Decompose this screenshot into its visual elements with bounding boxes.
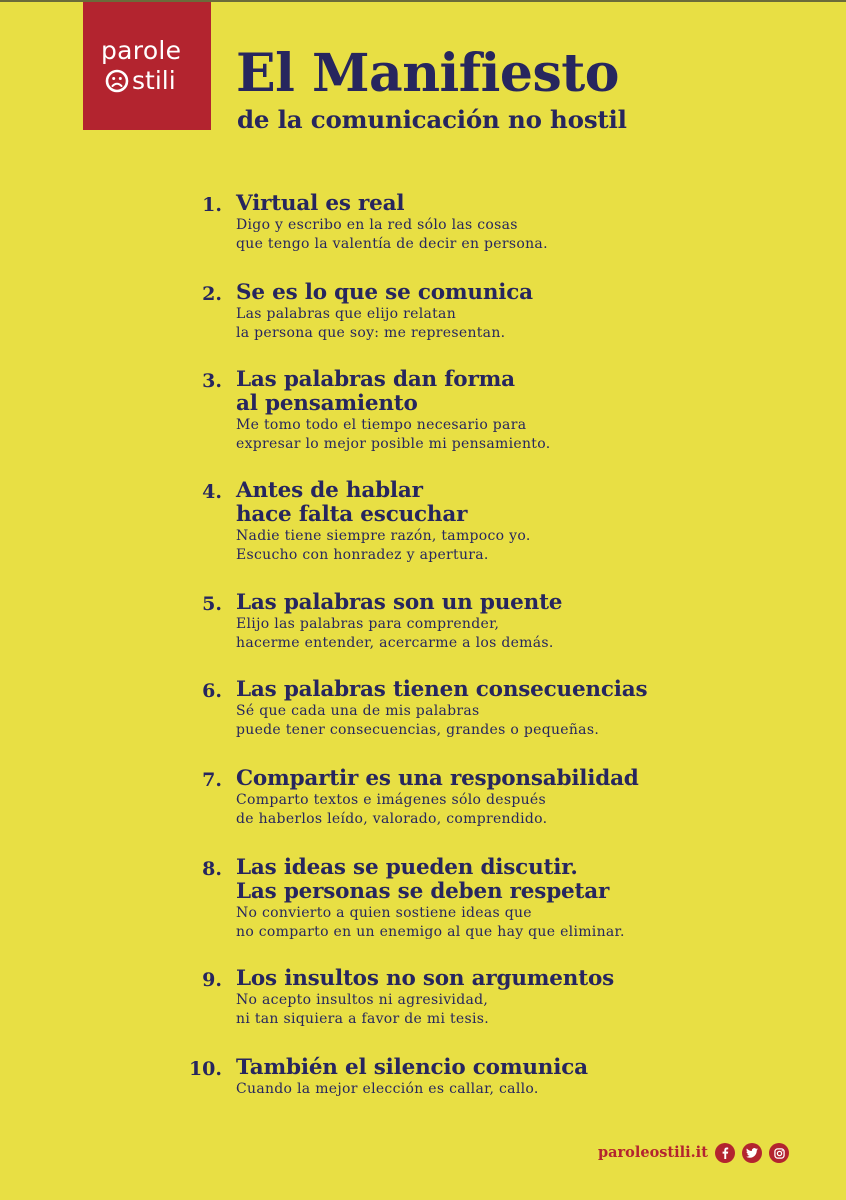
item-heading: Las palabras dan forma — [236, 367, 515, 392]
item-heading: Las palabras son un puente — [236, 590, 563, 615]
item-body — [236, 1056, 796, 1099]
item-text: puede tener consecuencias, grandes o pequeñas. — [236, 722, 600, 738]
item-number: 2. — [202, 283, 222, 305]
item-heading: Antes de hablar — [236, 478, 423, 503]
item-number: 1. — [202, 194, 222, 216]
instagram-icon[interactable] — [769, 1143, 789, 1163]
item-text: Cuando la mejor elección es callar, callo. — [236, 1081, 539, 1097]
logo-text-parole: parole — [101, 36, 182, 65]
item-text: la persona que soy: me representan. — [236, 325, 506, 341]
item-text: que tengo la valentía de decir en persona. — [236, 236, 548, 252]
item-heading: hace falta escuchar — [236, 502, 468, 527]
item-heading: También el silencio comunica — [236, 1055, 588, 1080]
item-heading: Los insultos no son argumentos — [236, 966, 614, 991]
item-heading: Las personas se deben respetar — [236, 879, 610, 904]
item-body — [236, 368, 796, 454]
page-title: El Manifiesto — [236, 43, 619, 104]
item-text: expresar lo mejor posible mi pensamiento. — [236, 436, 551, 452]
item-number: 8. — [202, 858, 222, 880]
item-text: hacerme entender, acercarme a los demás. — [236, 635, 554, 651]
page-subtitle: de la comunicación no hostil — [237, 105, 627, 134]
item-text: Digo y escribo en la red sólo las cosas — [236, 217, 518, 233]
item-body — [236, 767, 796, 829]
item-heading: Virtual es real — [236, 191, 405, 216]
item-text: Comparto textos e imágenes sólo después — [236, 792, 546, 808]
item-number: 4. — [202, 481, 222, 503]
logo-text-stili-row — [105, 68, 176, 94]
item-heading: Se es lo que se comunica — [236, 280, 533, 305]
twitter-icon[interactable] — [742, 1143, 762, 1163]
item-text: ni tan siquiera a favor de mi tesis. — [236, 1011, 489, 1027]
item-text: Elijo las palabras para comprender, — [236, 616, 500, 632]
item-text: no comparto en un enemigo al que hay que eliminar. — [236, 924, 625, 940]
logo — [83, 2, 211, 130]
item-number: 10. — [188, 1058, 222, 1080]
item-number: 6. — [202, 680, 222, 702]
item-number: 3. — [202, 370, 222, 392]
item-body — [236, 967, 796, 1029]
item-body — [236, 479, 796, 565]
item-text: Me tomo todo el tiempo necesario para — [236, 417, 527, 433]
item-text: de haberlos leído, valorado, comprendido. — [236, 811, 548, 827]
item-heading: al pensamiento — [236, 391, 418, 416]
sad-face-icon — [105, 69, 129, 93]
item-text: Las palabras que elijo relatan — [236, 306, 457, 322]
item-text: No acepto insultos ni agresividad, — [236, 992, 489, 1008]
item-text: Sé que cada una de mis palabras — [236, 703, 480, 719]
item-text: Nadie tiene siempre razón, tampoco yo. — [236, 528, 531, 544]
item-body — [236, 591, 796, 653]
item-heading: Las palabras tienen consecuencias — [236, 677, 648, 702]
item-body — [236, 856, 796, 942]
item-text: Escucho con honradez y apertura. — [236, 547, 489, 563]
item-body — [236, 281, 796, 343]
logo-text-stili: stili — [132, 66, 176, 95]
item-body — [236, 192, 796, 254]
item-number: 9. — [202, 969, 222, 991]
item-number: 7. — [202, 769, 222, 791]
item-heading: Compartir es una responsabilidad — [236, 766, 639, 791]
website-link[interactable]: paroleostili.it — [598, 1144, 708, 1161]
item-body — [236, 678, 796, 740]
item-heading: Las ideas se pueden discutir. — [236, 855, 578, 880]
item-text: No convierto a quien sostiene ideas que — [236, 905, 532, 921]
item-number: 5. — [202, 593, 222, 615]
facebook-icon[interactable] — [715, 1143, 735, 1163]
